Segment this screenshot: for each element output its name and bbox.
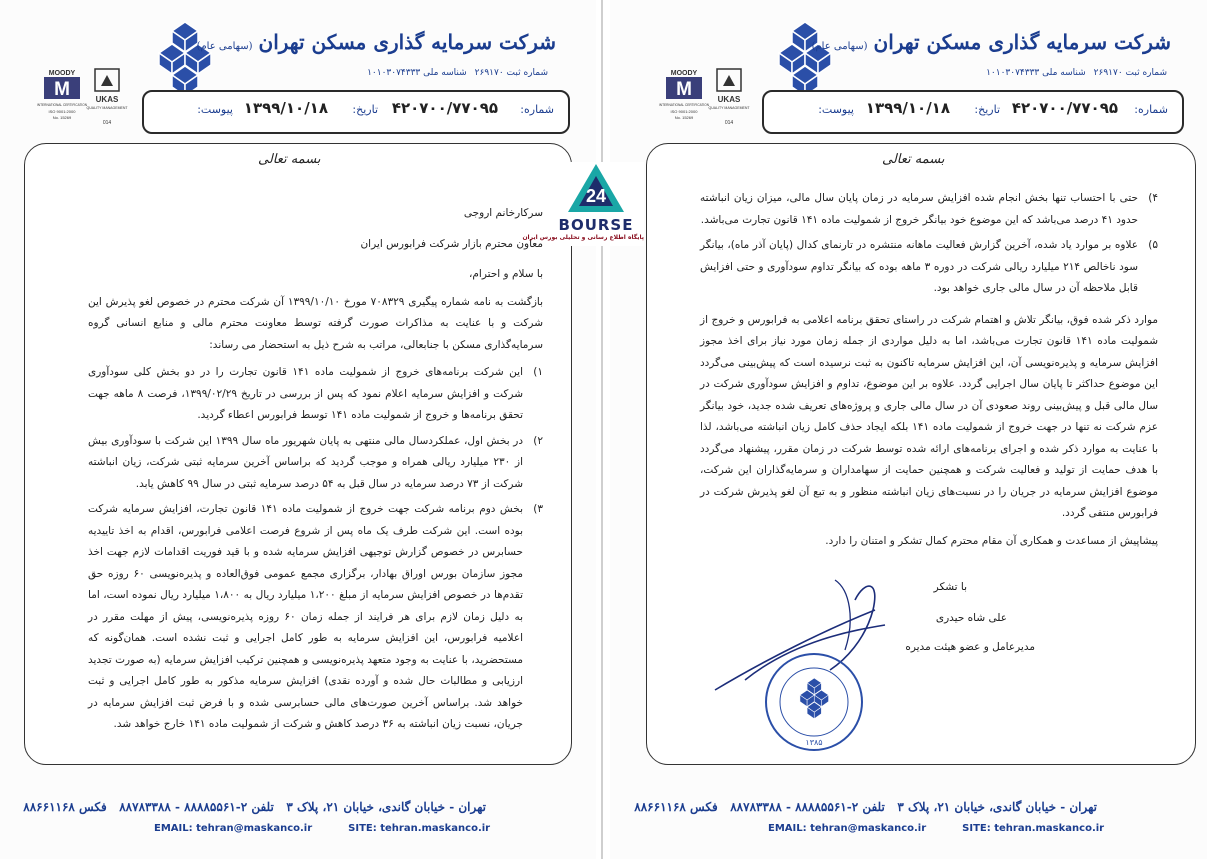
footer-email: EMAIL: tehran@maskanco.ir	[768, 823, 927, 834]
seal-year: ۱۳۸۵	[805, 738, 823, 747]
summary-paragraph: موارد ذکر شده فوق، بیانگر تلاش و اهتمام شرکت در راستای تحقق برنامه اعلامی به فرابورس و خروج از شمولیت ماده ۱۴۱ قانون تجارت می‌باشد، اما به دلیل مواردی از جمله زمان مورد نیاز برای اخذ مجوز افزایش سرمایه و پذیره‌نویسی آن، این افزایش سرمایه تاکنون به ثبت نرسیده است که پیش‌بینی می‌گردد این موضوع حداکثر تا پایان سال اجرایی گردد. علاوه بر این موضوع، تداوم و افزایش سودآوری شرکت در سال مالی قبل و پیش‌بینی روند صعودی آن در سال مالی جاری و پروژه‌های تعریف شده جدید، خود بیانگر عزم شرکت نه تنها در جهت خروج از شمولیت ماده ۱۴۱ بلکه ایجاد حذف کامل زیان انباشته می‌باشد، لذا با عنایت به موارد ذکر شده و اجرای برنامه‌های ارائه شده توسط شرکت در زمان مقرر، پیشنهاد می‌گردد با هدف حمایت از تولید و فعالیت شرکت و همچنین حمایت از سهامداران و سرمایه‌گذاران این شرکت، موضوع افزایش سرمایه در جریان را در نسبت‌های زیان انباشته منظور و به تبع آن لغو پذیرش شرکت در فرابورس منتفی گردد.	[700, 313, 1158, 519]
bourse-name: BOURSE	[558, 216, 634, 234]
ukas-title: UKAS	[717, 95, 741, 104]
moody-number: No. 15269	[52, 115, 72, 120]
ukas-title: UKAS	[95, 95, 119, 104]
bismillah-heading: بسمه تعالی	[258, 152, 321, 167]
ukas-code: 014	[102, 120, 112, 126]
list-item: ۴) حتی با احتساب تنها بخش انجام شده افزایش سرمایه در زمان پایان سال مالی، میزان زیان انباشته حدود ۴۱ درصد می‌باشد که این موضوع خود بیانگر خروج از شمولیت ماده ۱۴۱ قانون تجارت می‌باشد.	[700, 192, 1158, 226]
ukas-code: 014	[724, 120, 734, 126]
ukas-certification-icon	[708, 66, 750, 130]
footer-site: SITE: tehran.maskanco.ir	[962, 823, 1105, 834]
thanks-line: با تشکر	[933, 581, 967, 593]
letter-header-box	[142, 90, 570, 134]
moody-subtitle: INTERNATIONAL CERTIFICATION	[658, 103, 710, 107]
moody-certification-icon	[36, 68, 88, 138]
company-name: شرکت سرمایه گذاری مسکن تهران(سهامی عام)	[196, 30, 556, 54]
svg-text:M: M	[676, 79, 692, 100]
footer-address: تهران - خیابان گاندی، خیابان ۲۱، پلاک ۳ تلفن ۲-۸۸۸۸۵۵۶۱ - ۸۸۷۸۳۳۸۸ فکس ۸۸۶۶۱۱۶۸	[634, 800, 1097, 814]
attachment-label: پیوست:	[197, 103, 233, 116]
moody-certification-icon	[658, 68, 710, 138]
signer-name: علی شاه حیدری	[935, 612, 1007, 624]
moody-number: No. 15269	[674, 115, 694, 120]
bismillah-heading: بسمه تعالی	[882, 152, 945, 167]
footer-web	[154, 823, 490, 834]
svg-text:M: M	[54, 79, 70, 100]
page-divider	[601, 0, 603, 859]
letter-page-2	[610, 0, 1207, 859]
moody-subtitle: INTERNATIONAL CERTIFICATION	[36, 103, 88, 107]
list-item: ۱) این شرکت برنامه‌های خروج از شمولیت ماده ۱۴۱ قانون تجارت را در دو بخش کلی سودآوری شرکت و افزایش سرمایه اعلام نمود که پس از بررسی در تاریخ ۱۳۹۹/۰۲/۲۹، فرصت ۸ ماهه جهت تحقق برنامه‌ها و خروج از شمولیت ماده ۱۴۱ توسط فرابورس اعطاء گردید.	[88, 366, 543, 421]
svg-text:24: 24	[585, 186, 607, 206]
ukas-subtitle: QUALITY MANAGEMENT	[708, 106, 750, 110]
list-item: ۲) در بخش اول، عملکردسال مالی منتهی به پایان شهریور ماه سال ۱۳۹۹ این شرکت با سودآوری بیش از ۲۳۰ میلیارد ریالی همراه و موجب گردید که براساس آخرین سرمایه ثبتی شرکت، زیان انباشته شرکت از ۷۳ درصد سرمایه در سال قبل به ۵۴ درصد سرمایه ثبتی در سال ۹۹ کاهش یابد.	[88, 434, 543, 490]
list-item: ۵) علاوه بر موارد یاد شده، آخرین گزارش فعالیت ماهانه منتشره در تارنمای کدال (پایان آذر ماه)، بیانگر سود ناخالص ۲۱۴ میلیارد ریالی شرکت در دوره ۳ ماهه بوده که بیانگر تداوم سودآوری و حتی افزایش قابل ملاحظه آن در سال مالی جاری خواهد بود.	[700, 239, 1158, 294]
footer-address: تهران - خیابان گاندی، خیابان ۲۱، پلاک ۳ تلفن ۲-۸۸۸۸۵۵۶۱ - ۸۸۷۸۳۳۸۸ فکس ۸۸۶۶۱۱۶۸	[23, 800, 486, 814]
number-label: شماره:	[1134, 103, 1168, 116]
footer-site: SITE: tehran.maskanco.ir	[348, 823, 491, 834]
recipient: سرکارخانم اروجی	[463, 207, 543, 219]
ukas-subtitle: QUALITY MANAGEMENT	[86, 106, 128, 110]
date-label: تاریخ:	[974, 103, 1000, 116]
moody-title: MOODY	[48, 70, 76, 77]
greeting: با سلام و احترام،	[469, 268, 543, 280]
moody-title: MOODY	[670, 70, 698, 77]
attachment-label: پیوست:	[818, 103, 854, 116]
letter-number: ۴۲۰۷۰۰/۷۷۰۹۵	[391, 99, 498, 117]
signer-title: مدیرعامل و عضو هیئت مدیره	[905, 641, 1035, 653]
date-label: تاریخ:	[352, 103, 378, 116]
registration-info: شماره ثبت ۲۶۹۱۷۰شناسه ملی ۱۰۱۰۳۰۷۴۳۳۳	[986, 68, 1167, 78]
bourse-tagline: پایگاه اطلاع رسانی و تحلیلی بورس ایران	[522, 234, 644, 241]
letter-header-box	[762, 90, 1184, 134]
letter-number: ۴۲۰۷۰۰/۷۷۰۹۵	[1011, 99, 1118, 117]
number-label: شماره:	[520, 103, 554, 116]
ukas-certification-icon	[86, 66, 128, 130]
letter-page-1	[0, 0, 596, 859]
company-name: شرکت سرمایه گذاری مسکن تهران(سهامی عام)	[811, 30, 1171, 54]
bourse-watermark-logo	[522, 162, 644, 246]
footer-email: EMAIL: tehran@maskanco.ir	[154, 823, 313, 834]
letter-date: ۱۳۹۹/۱۰/۱۸	[865, 99, 950, 117]
list-item: ۳) بخش دوم برنامه شرکت جهت خروج از شمولیت ماده ۱۴۱ قانون تجارت، افزایش سرمایه شرکت بوده است. این شرکت طرف یک ماه پس از شروع فرصت اعلامی فرابورس، اقدام به اخذ تاییدیه حسابرس در خصوص گزارش توجیهی افزایش سرمایه شده و با قید فوریت اقدامات لازم جهت اخذ مجوز سازمان بورس اوراق بهادار، برگزاری مجمع عمومی فوق‌العاده و پذیره‌نویسی ۶۰ روزه حق تقدم‌ها در خصوص افزایش سرمایه از مبلغ ۱،۲۰۰ میلیارد ریال به ۱،۸۰۰ میلیارد ریال نموده است، اما به دلیل زمان لازم برای هر فرایند از جمله زمان ۶۰ روزه پذیره‌نویسی، پیش از مهلت مقرر در اعلامیه فرابورس، این افزایش سرمایه به طور کامل اجرایی و ثبت نشده است. همان‌گونه که مستحضرید، با عنایت به وجود متعهد پذیره‌نویسی و همچنین ترکیب افزایش سرمایه (به صورت تجدید ارزیابی و مطالبات حال شده و آورده نقدی) افزایش سرمایه مذکور به طور کامل اجرایی و ثبت خواهد شد. براساس آخرین صورت‌های مالی حسابرسی شده و با فرض ثبت افزایش سرمایه در جریان، نسبت زیان انباشته به ۳۶ درصد کاهش و شرکت از شمولیت ماده ۱۴۱ خارج خواهد شد.	[88, 503, 543, 730]
letter-body-text-page-1	[88, 203, 543, 736]
bourse-triangle-icon	[566, 162, 626, 214]
moody-iso: ISO 9001:2000	[48, 109, 76, 114]
recipient-title: معاون محترم بازار شرکت فرابورس ایران	[360, 237, 543, 250]
moody-iso: ISO 9001:2000	[670, 109, 698, 114]
footer-web	[768, 823, 1104, 834]
company-seal-stamp	[762, 650, 866, 754]
registration-info: شماره ثبت ۲۶۹۱۷۰شناسه ملی ۱۰۱۰۳۰۷۴۳۳۳	[367, 68, 548, 78]
letter-date: ۱۳۹۹/۱۰/۱۸	[243, 99, 328, 117]
closing-line: پیشاپیش از مساعدت و همکاری آن مقام محترم کمال تشکر و امتنان را دارد.	[825, 534, 1158, 547]
letter-body-text-page-2	[700, 188, 1158, 552]
intro-paragraph: بازگشت به نامه شماره پیگیری ۷۰۸۳۲۹ مورخ ۱۳۹۹/۱۰/۱۰ آن شرکت محترم در خصوص لغو پذیرش این شرکت و با عنایت به مذاکرات صورت گرفته توسط معاونت محترم مالی و منابع انسانی گروه سرمایه‌گذاری مسکن با جنابعالی، مراتب به شرح ذیل به استحضار می رساند:	[88, 295, 544, 351]
